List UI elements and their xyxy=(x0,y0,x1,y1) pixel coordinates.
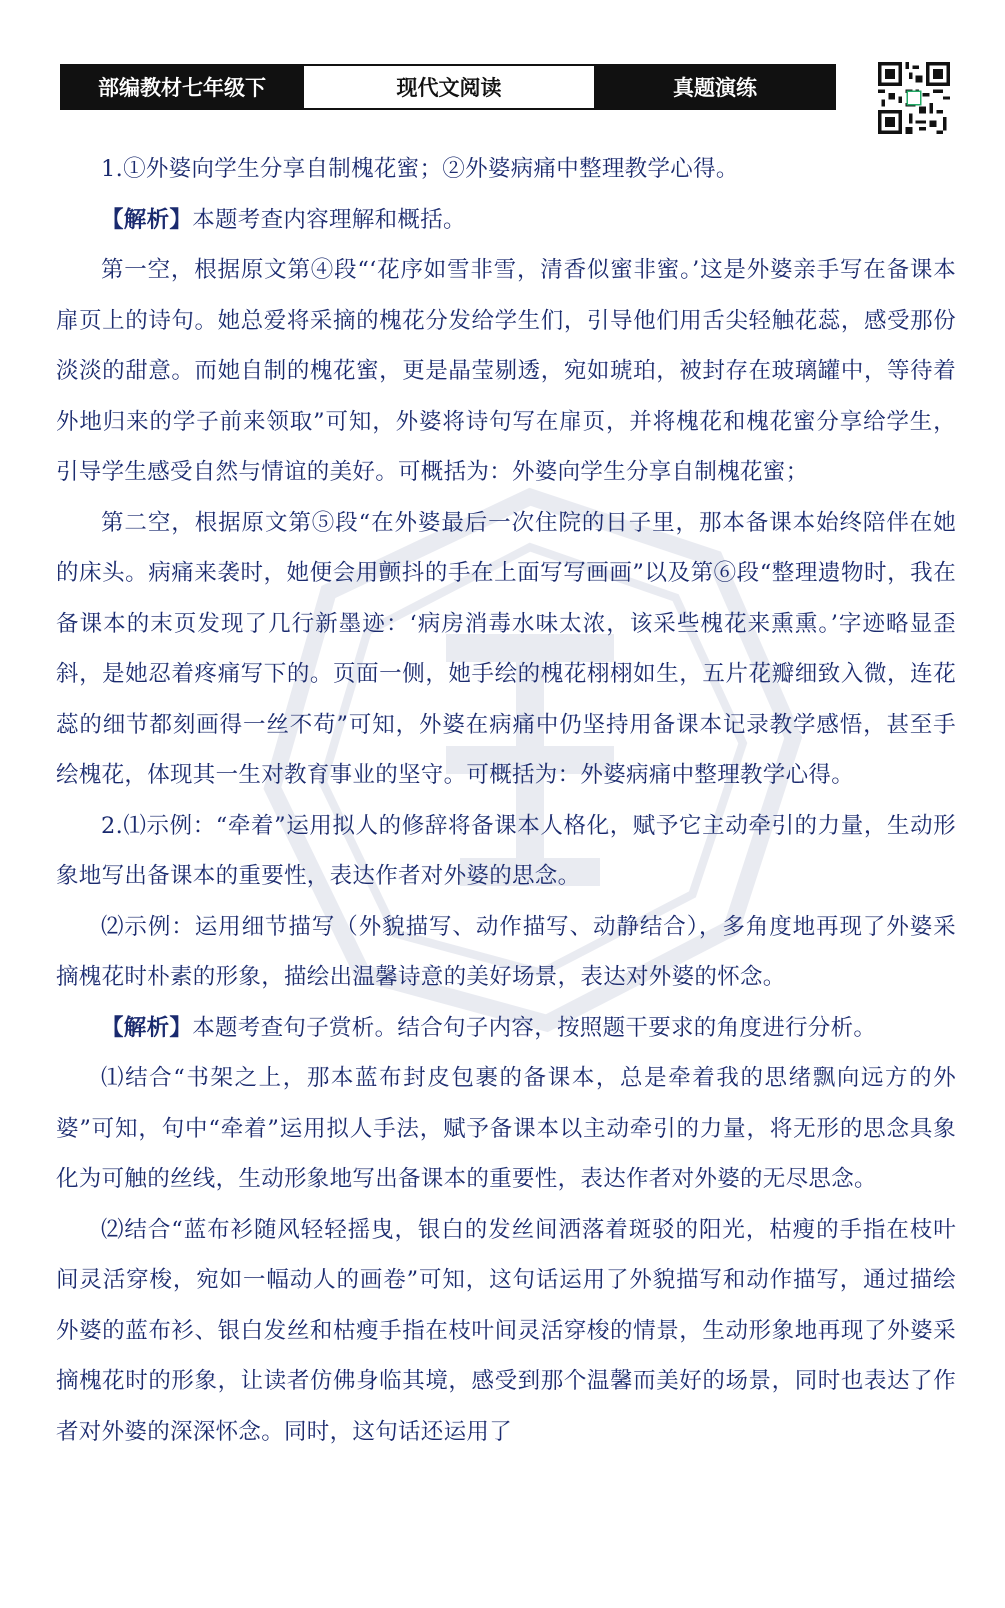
paragraph-text: ⑴结合“书架之上，那本蓝布封皮包裹的备课本，总是牵着我的思绪飘向远方的外婆”可知，句中“牵着”运用拟人手法，赋予备课本以主动牵引的力量，将无形的思念具象化为可触的丝线，生动形象地写出备课本的重要性，表达作者对外婆的无尽思念。 xyxy=(56,1065,956,1192)
paragraph-text: 本题考查句子赏析。结合句子内容，按照题干要求的角度进行分析。 xyxy=(192,1014,877,1041)
analysis-paragraph xyxy=(56,498,956,801)
paragraph-text: 2.⑴示例：“牵着”运用拟人的修辞将备课本人格化，赋予它主动牵引的力量，生动形象地写出备课本的重要性，表达作者对外婆的思念。 xyxy=(56,812,956,889)
analysis-tag: 【解析】 xyxy=(101,206,193,233)
header-textbook-label: 部编教材七年级下 xyxy=(62,66,302,108)
qr-code-icon xyxy=(878,62,950,134)
analysis-paragraph xyxy=(56,1205,956,1458)
paragraph-text: ⑵示例：运用细节描写（外貌描写、动作描写、动静结合），多角度地再现了外婆采摘槐花时朴素的形象，描绘出温馨诗意的美好场景，表达对外婆的怀念。 xyxy=(56,913,956,990)
paragraph-text: 第二空，根据原文第⑤段“在外婆最后一次住院的日子里，那本备课本始终陪伴在她的床头。病痛来袭时，她便会用颤抖的手在上面写写画画”以及第⑥段“整理遗物时，我在备课本的末页发现了几行新墨迹：‘病房消毒水味太浓，该采些槐花来熏熏。’字迹略显歪斜，是她忍着疼痛写下的。页面一侧，她手绘的槐花栩栩如生，五片花瓣细致入微，连花蕊的细节都刻画得一丝不苟”可知，外婆在病痛中仍坚持用备课本记录教学感悟，甚至手绘槐花，体现其一生对教育事业的坚守。可概括为：外婆病痛中整理教学心得。 xyxy=(56,509,956,788)
paragraph-text: 1.①外婆向学生分享自制槐花蜜；②外婆病痛中整理教学心得。 xyxy=(101,156,739,182)
analysis-paragraph xyxy=(56,245,956,498)
paragraph-text: 第一空，根据原文第④段“‘花序如雪非雪，清香似蜜非蜜。’这是外婆亲手写在备课本扉页上的诗句。她总爱将采摘的槐花分发给学生们，引导他们用舌尖轻触花蕊，感受那份淡淡的甜意。而她自制的槐花蜜，更是晶莹剔透，宛如琥珀，被封存在玻璃罐中，等待着外地归来的学子前来领取”可知，外婆将诗句写在扉页，并将槐花和槐花蜜分享给学生，引导学生感受自然与情谊的美好。可概括为：外婆向学生分享自制槐花蜜； xyxy=(56,257,956,485)
answer-paragraph xyxy=(56,801,956,902)
answer-paragraph xyxy=(56,144,956,195)
header-section-label: 现代文阅读 xyxy=(302,66,596,108)
answer-content xyxy=(56,144,956,1457)
analysis-tag: 【解析】 xyxy=(101,1014,193,1041)
header-bar xyxy=(60,64,836,110)
analysis-paragraph xyxy=(56,1053,956,1205)
header-practice-label: 真题演练 xyxy=(596,66,834,108)
paragraph-text: 本题考查内容理解和概括。 xyxy=(192,206,466,233)
analysis-paragraph xyxy=(56,1003,956,1054)
paragraph-text: ⑵结合“蓝布衫随风轻轻摇曳，银白的发丝间洒落着斑驳的阳光，枯瘦的手指在枝叶间灵活穿梭，宛如一幅动人的画卷”可知，这句话运用了外貌描写和动作描写，通过描绘外婆的蓝布衫、银白发丝和枯瘦手指在枝叶间灵活穿梭的情景，生动形象地再现了外婆采摘槐花时的形象，让读者仿佛身临其境，感受到那个温馨而美好的场景，同时也表达了作者对外婆的深深怀念。同时，这句话还运用了 xyxy=(56,1216,956,1445)
analysis-paragraph xyxy=(56,195,956,246)
answer-paragraph xyxy=(56,902,956,1003)
